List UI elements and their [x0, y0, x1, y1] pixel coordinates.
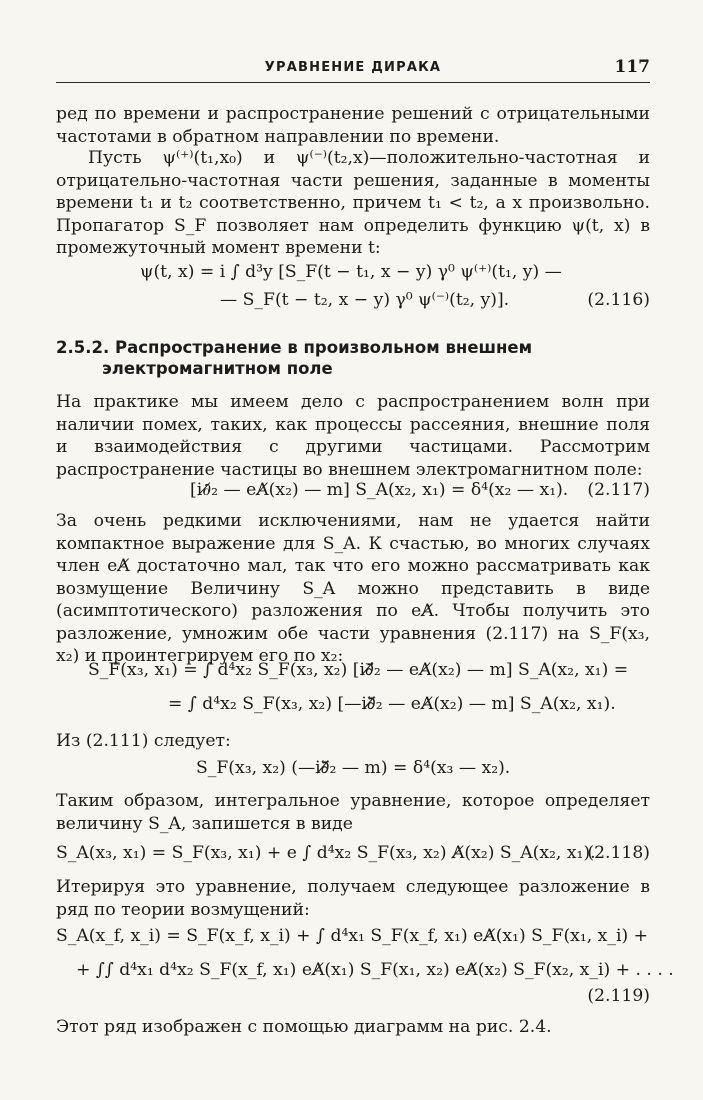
page-number: 117	[614, 57, 650, 77]
paragraph-1: ред по времени и распространение решений с отрицательными частотами в обратном направлении по времени.	[56, 104, 650, 147]
equation-2-116-line-2: — S_F(t − t₂, x − y) γ⁰ ψ⁽⁻⁾(t₂, y)].	[220, 290, 510, 310]
section-title-line-2: электромагнитном поле	[102, 359, 333, 378]
equation-number-2-117: (2.117)	[587, 480, 650, 500]
paragraph-6: Таким образом, интегральное уравнение, которое определяет величину S_A, запишется в виде	[56, 791, 650, 834]
page-header	[56, 58, 650, 83]
paragraph-5: Из (2.111) следует:	[56, 731, 231, 751]
paragraph-3: На практике мы имеем дело с распространением волн при наличии помех, таких, как процессы рассеяния, внешние поля и взаимодействия с другими частицами. Рассмотрим распространение частицы во внешнем электромагнитном поле:	[56, 392, 650, 480]
equation-number-2-118: (2.118)	[587, 843, 650, 863]
section-number: 2.5.2.	[56, 338, 110, 357]
equation-2-119-line-1: S_A(x_f, x_i) = S_F(x_f, x_i) + ∫ d⁴x₁ S_F(x_f, x₁) eA̸(x₁) S_F(x₁, x_i) +	[56, 926, 649, 946]
equation-number-2-116: (2.116)	[587, 290, 650, 310]
paragraph-2: Пусть ψ⁽⁺⁾(t₁,x₀) и ψ⁽⁻⁾(t₂,x)—положительно-частотная и отрицательно-частотная части решения, заданные в моменты времени t₁ и t₂ соответственно, причем t₁ < t₂, а x произвольно. Пропагатор S_F позволяет нам определить функцию ψ(t, x) в промежуточный момент времени t:	[56, 148, 650, 258]
running-head: УРАВНЕНИЕ ДИРАКА	[264, 60, 442, 75]
section-title-line-1	[56, 337, 650, 358]
equation-identity: S_F(x₃, x₂) (—i∂̸⃖₂ — m) = δ⁴(x₃ — x₂).	[196, 758, 511, 778]
equation-number-2-119: (2.119)	[587, 986, 650, 1006]
section-title-text-1: Распространение в произвольном внешнем	[115, 338, 533, 357]
equation-2-118: S_A(x₃, x₁) = S_F(x₃, x₁) + e ∫ d⁴x₂ S_F(x₃, x₂) A̸(x₂) S_A(x₂, x₁).	[56, 843, 596, 863]
paragraph-7: Итерируя это уравнение, получаем следующее разложение в ряд по теории возмущений:	[56, 877, 650, 920]
paragraph-4: За очень редкими исключениями, нам не удается найти компактное выражение для S_A. К счастью, во многих случаях член eA̸ достаточно мал, так что его можно рассматривать как возмущение Величину S_A можно представить в виде (асимптотического) разложения по eA̸. Чтобы получить это разложение, умножим обе части уравнения (2.117) на S_F(x₃, x₂) и проинтегрируем его по x₂:	[56, 511, 650, 666]
section-heading	[56, 337, 650, 379]
equation-expansion-line-1: S_F(x₃, x₁) = ∫ d⁴x₂ S_F(x₃, x₂) [i∂̸⃗₂ — eA̸(x₂) — m] S_A(x₂, x₁) =	[88, 660, 629, 680]
paragraph-8: Этот ряд изображен с помощью диаграмм на рис. 2.4.	[56, 1017, 552, 1037]
equation-2-119-line-2: + ∫∫ d⁴x₁ d⁴x₂ S_F(x_f, x₁) eA̸(x₁) S_F(x₁, x₂) eA̸(x₂) S_F(x₂, x_i) + . . . .	[76, 960, 674, 980]
equation-2-116-line-1: ψ(t, x) = i ∫ d³y [S_F(t − t₁, x − y) γ⁰ ψ⁽⁺⁾(t₁, y) —	[140, 262, 562, 282]
equation-2-117: [i∂̸₂ — eA̸(x₂) — m] S_A(x₂, x₁) = δ⁴(x₂ — x₁).	[190, 480, 569, 500]
equation-expansion-line-2: = ∫ d⁴x₂ S_F(x₃, x₂) [—i∂̸⃖₂ — eA̸(x₂) — m] S_A(x₂, x₁).	[168, 694, 616, 714]
